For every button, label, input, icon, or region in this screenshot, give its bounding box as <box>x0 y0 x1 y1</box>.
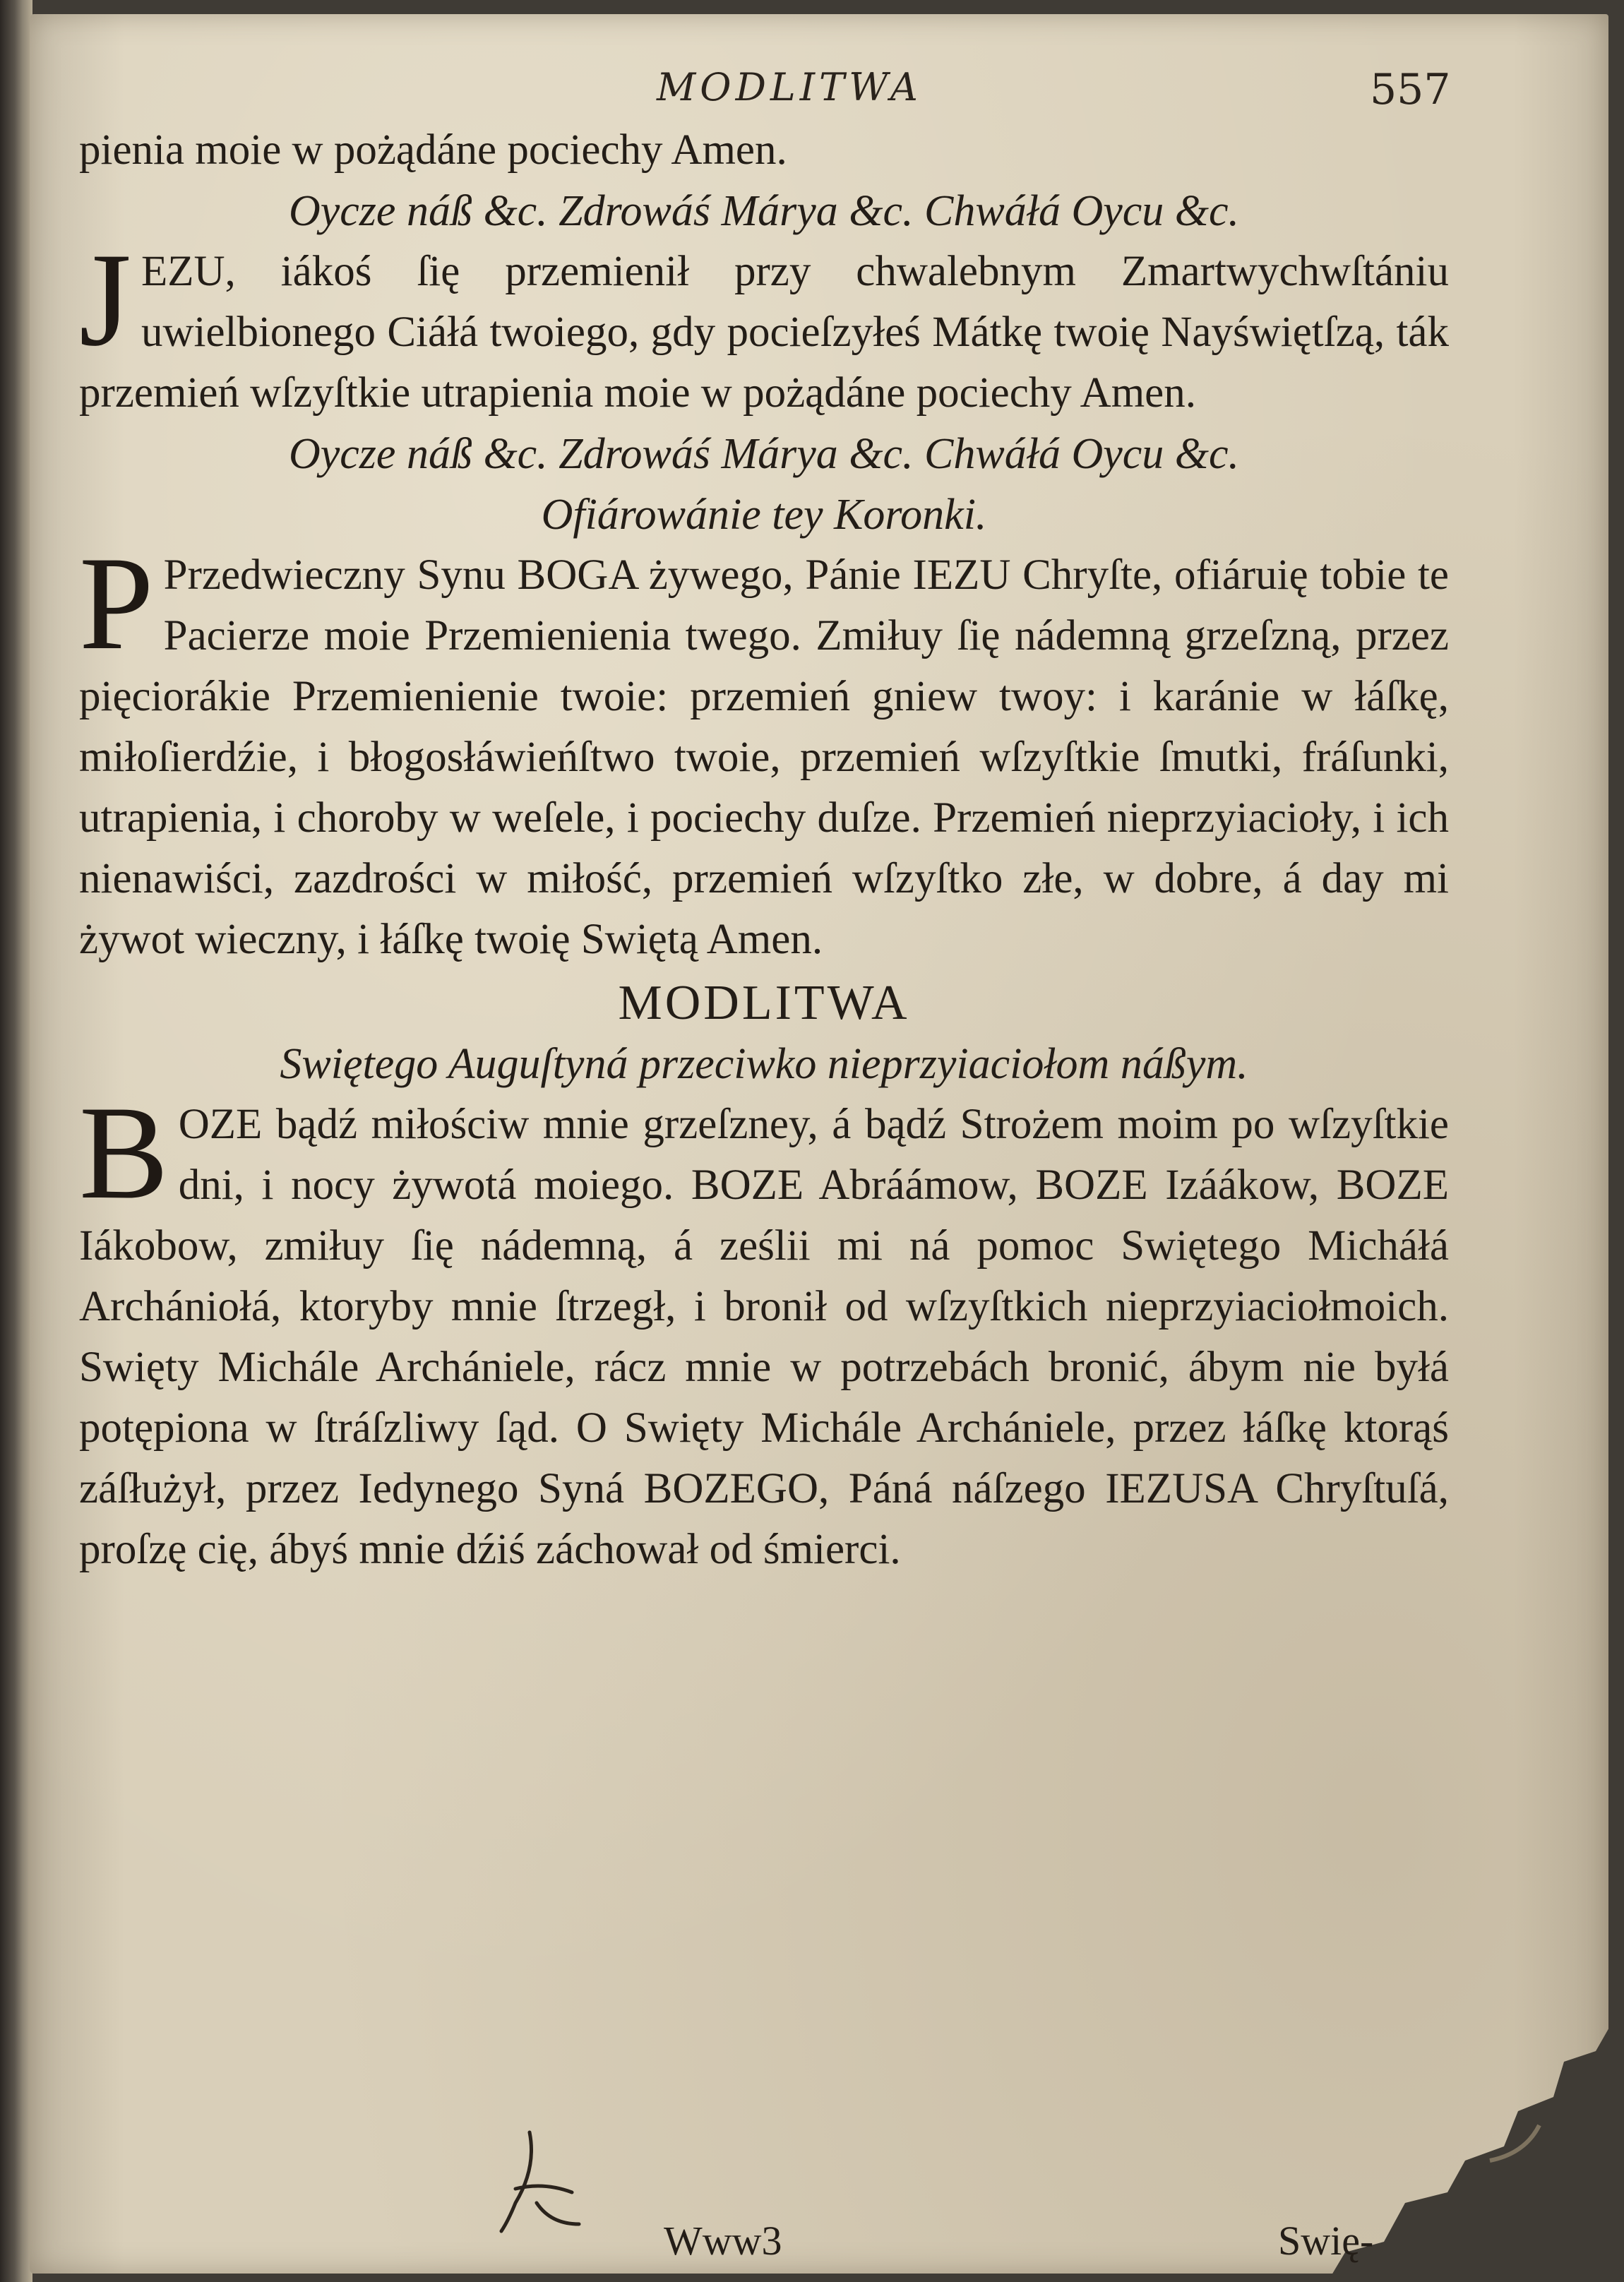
ink-mark <box>487 2125 593 2238</box>
invocation-line: Oycze náß &c. Zdrowáś Márya &c. Chwáłá Oycu &c. <box>288 430 1240 478</box>
running-head <box>0 65 1624 121</box>
paragraph-continuation: pienia moie w pożądáne pociechy Amen. <box>79 126 787 174</box>
signature-mark: Www3 <box>664 2218 782 2264</box>
section-subheading: Ofiárowánie tey Koronki. <box>541 491 987 539</box>
page-footer <box>0 2217 1624 2274</box>
paragraph-jezu <box>79 226 1449 424</box>
page-body <box>79 120 1449 1580</box>
drop-capital: P <box>79 530 154 678</box>
catchword: Swię- <box>1278 2218 1374 2264</box>
section-title: MODLITWA <box>618 976 910 1030</box>
running-head-title: MODLITWA <box>657 65 922 109</box>
paragraph-offering-text: Przedwieczny Synu BOGA żywego, Pánie IEZU Chryſte, ofiáruię tobie te Pacierze moie Przemienienia twego. Zmiłuy ſię nádemną grzeſzną, przez pięciorákie Przemienienie twoie: przemień gniew twoy: i karánie w łáſkę, miłoſierdźie, i błogosłáwieńſtwo twoie, przemień wſzyſtkie ſmutki, fráſunki, utrapienia, i choroby w weſele, i pociechy duſze. Przemień nieprzyiacioły, i ich nienawiści, zazdrości w miłość, przemień wſzyſtko złe, w dobre, á day mi żywot wieczny, i łáſkę twoię Swiętą Amen. <box>79 551 1449 963</box>
drop-capital: J <box>79 226 131 374</box>
paragraph-prayer-text: OZE bądź miłościw mnie grzeſzney, á bądź Strożem moim po wſzyſtkie dni, i nocy żywotá moiego. BOZE Abráámow, BOZE Izáákow, BOZE Iákobow, zmiłuy ſię nádemną, á ześlii mi ná pomoc Swiętego Micháłá Archániołá, ktoryby mnie ſtrzegł, i bronił od wſzyſtkich nieprzyiaciołmoich. Swięty Michále Archániele, rácz mnie w potrzebách bronić, ábym nie byłá potępiona w ſtráſzliwy ſąd. O Swięty Michále Archániele, przez łáſkę ktorąś záſłużył, przez Iedynego Syná BOZEGO, Páná náſzego IEZUSA Chryſtuſá, proſzę cię, ábyś mnie dźiś záchował od śmierci. <box>79 1101 1449 1573</box>
page-number: 557 <box>1370 65 1451 114</box>
invocation-line: Oycze náß &c. Zdrowáś Márya &c. Chwáłá Oycu &c. <box>288 187 1240 235</box>
paragraph-prayer <box>79 1079 1449 1580</box>
section-subtitle: Swiętego Auguſtyná przeciwko nieprzyiaciołom náßym. <box>280 1040 1248 1088</box>
paragraph-offering <box>79 530 1449 970</box>
paragraph-jezu-text: EZU, iákoś ſię przemienił przy chwalebnym Zmartwychwſtániu uwielbionego Ciáłá twoiego, gdy pocieſzyłeś Mátkę twoię Nayświętſzą, ták przemień wſzyſtkie utrapienia moie w pożądáne pociechy Amen. <box>79 248 1449 417</box>
drop-capital: B <box>79 1079 169 1227</box>
